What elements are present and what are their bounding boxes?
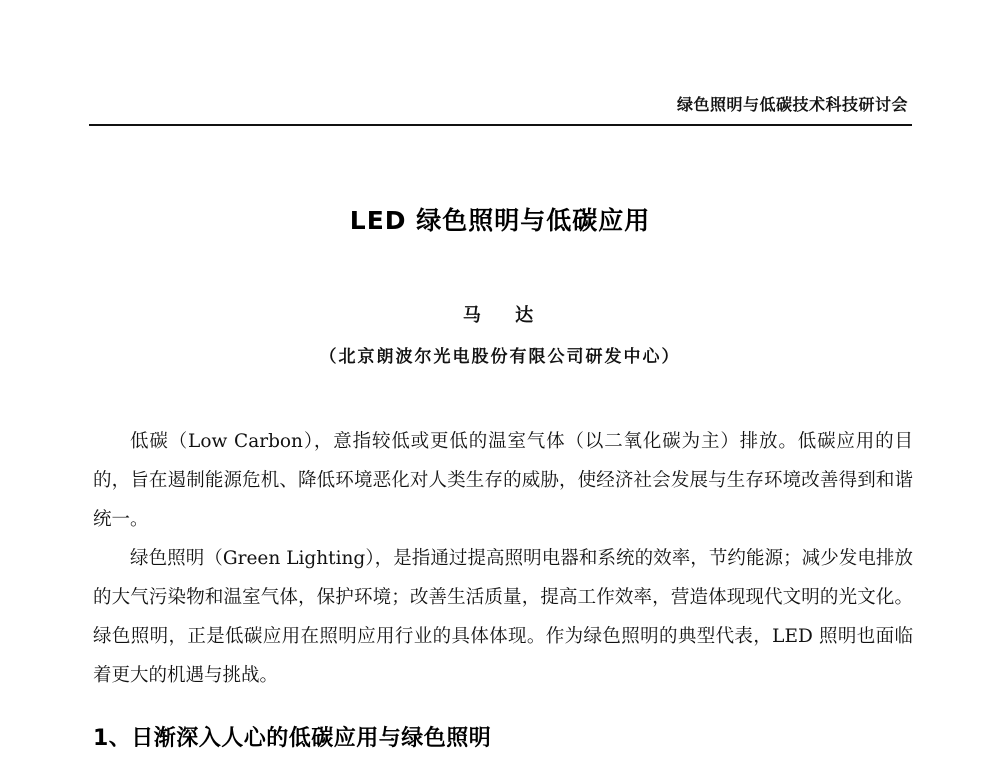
paragraph-green-lighting: 绿色照明（Green Lighting），是指通过提高照明电器和系统的效率，节约能源；减少发电排放的大气污染物和温室气体，保护环境；改善生活质量，提高工作效率，营造体现现代文明的光文化。绿色照明，正是低碳应用在照明应用行业的具体体现。作为绿色照明的典型代表，LED 照明也面临着更大的机遇与挑战。 xyxy=(93,548,913,686)
body-text xyxy=(93,422,913,695)
paragraph-low-carbon: 低碳（Low Carbon），意指较低或更低的温室气体（以二氧化碳为主）排放。低碳应用的目的，旨在遏制能源危机、降低环境恶化对人类生存的威胁，使经济社会发展与生存环境改善得到和谐统一。 xyxy=(93,431,913,530)
author-name: 马 达 xyxy=(462,305,548,326)
header-rule xyxy=(89,124,912,126)
paper-title: LED 绿色照明与低碳应用 xyxy=(349,206,651,235)
running-header: 绿色照明与低碳技术科技研讨会 xyxy=(676,95,908,114)
section-heading: 1、日渐深入人心的低碳应用与绿色照明 xyxy=(93,726,492,751)
author-affiliation: （北京朗波尔光电股份有限公司研发中心） xyxy=(319,347,681,367)
